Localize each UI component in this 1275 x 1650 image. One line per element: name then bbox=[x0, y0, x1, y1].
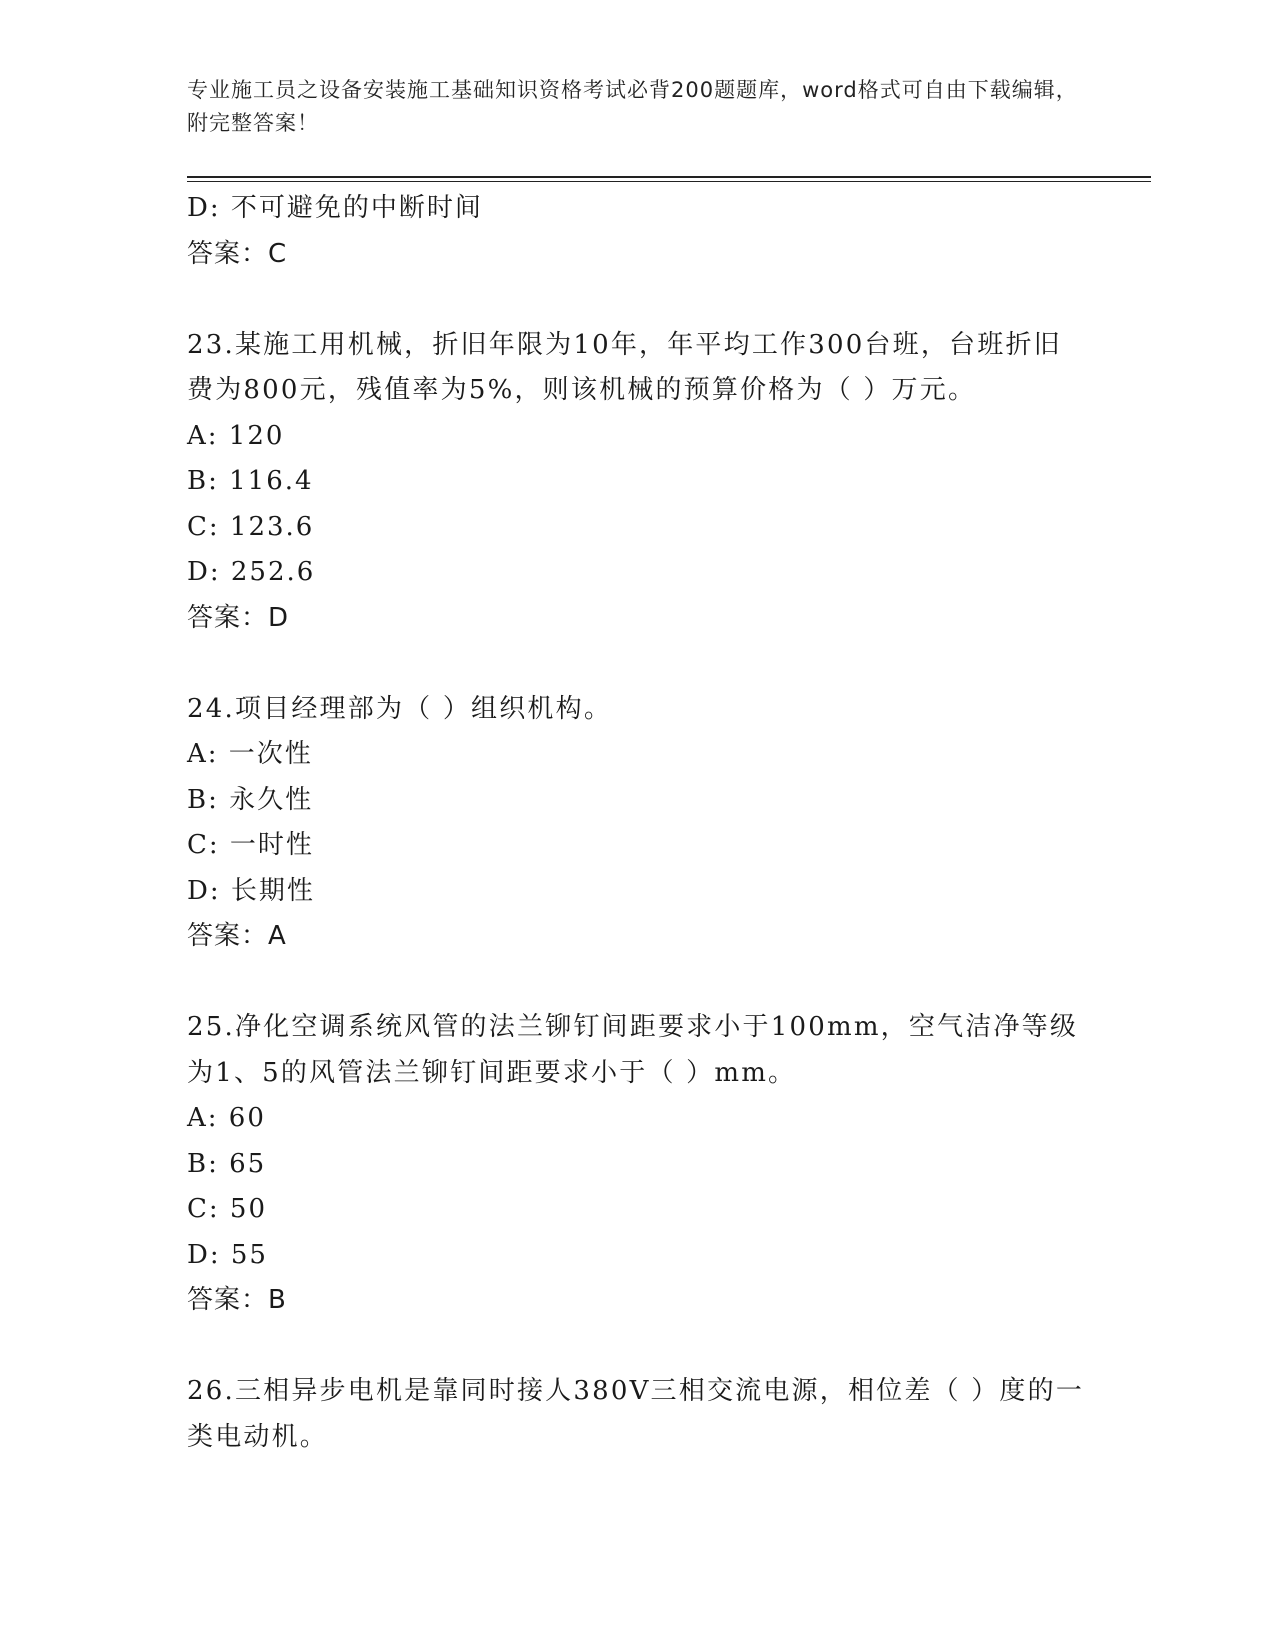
question-23 bbox=[187, 323, 1087, 642]
option-a: A: 一次性 bbox=[187, 739, 313, 769]
spacer bbox=[187, 641, 1087, 687]
question-list bbox=[187, 186, 1087, 1460]
question-24 bbox=[187, 687, 1087, 960]
document-header bbox=[187, 74, 1087, 140]
answer: 答案：C bbox=[187, 238, 288, 269]
spacer bbox=[187, 277, 1087, 323]
spacer bbox=[187, 960, 1087, 1006]
option-c: C: 50 bbox=[187, 1194, 268, 1224]
answer: 答案：B bbox=[187, 1285, 287, 1315]
option-d: D: 长期性 bbox=[187, 875, 315, 906]
question-text: 25.净化空调系统风管的法兰铆钉间距要求小于100mm，空气洁净等级为1、5的风管法兰铆钉间距要求小于（ ）mm。 bbox=[187, 1012, 1079, 1088]
option-c: C: 一时性 bbox=[187, 830, 314, 860]
option-a: A: 60 bbox=[187, 1103, 266, 1133]
question-25 bbox=[187, 1005, 1087, 1324]
answer: 答案：D bbox=[187, 602, 290, 633]
option-b: B: 116.4 bbox=[187, 466, 314, 496]
option-b: B: 65 bbox=[187, 1148, 267, 1179]
question-text: 26.三相异步电机是靠同时接人380V三相交流电源，相位差（ ）度的一类电动机。 bbox=[187, 1376, 1085, 1452]
answer: 答案：A bbox=[187, 921, 287, 951]
header-divider-thin bbox=[187, 181, 1151, 182]
question-text: 24.项目经理部为（ ）组织机构。 bbox=[187, 693, 613, 724]
option-d: D: 55 bbox=[187, 1239, 268, 1270]
spacer bbox=[187, 1324, 1087, 1370]
question-26 bbox=[187, 1369, 1087, 1460]
option-d: D: 不可避免的中断时间 bbox=[187, 193, 483, 223]
question-text: 23.某施工用机械，折旧年限为10年，年平均工作300台班，台班折旧费为800元，残值率为5%，则该机械的预算价格为（ ）万元。 bbox=[187, 329, 1062, 405]
option-a: A: 120 bbox=[187, 420, 285, 451]
option-c: C: 123.6 bbox=[187, 511, 315, 542]
header-divider-thick bbox=[187, 176, 1151, 178]
header-title: 专业施工员之设备安装施工基础知识资格考试必背200题题库，word格式可自由下载编辑，附完整答案！ bbox=[187, 78, 1078, 135]
option-d: D: 252.6 bbox=[187, 557, 316, 587]
option-b: B: 永久性 bbox=[187, 784, 314, 815]
